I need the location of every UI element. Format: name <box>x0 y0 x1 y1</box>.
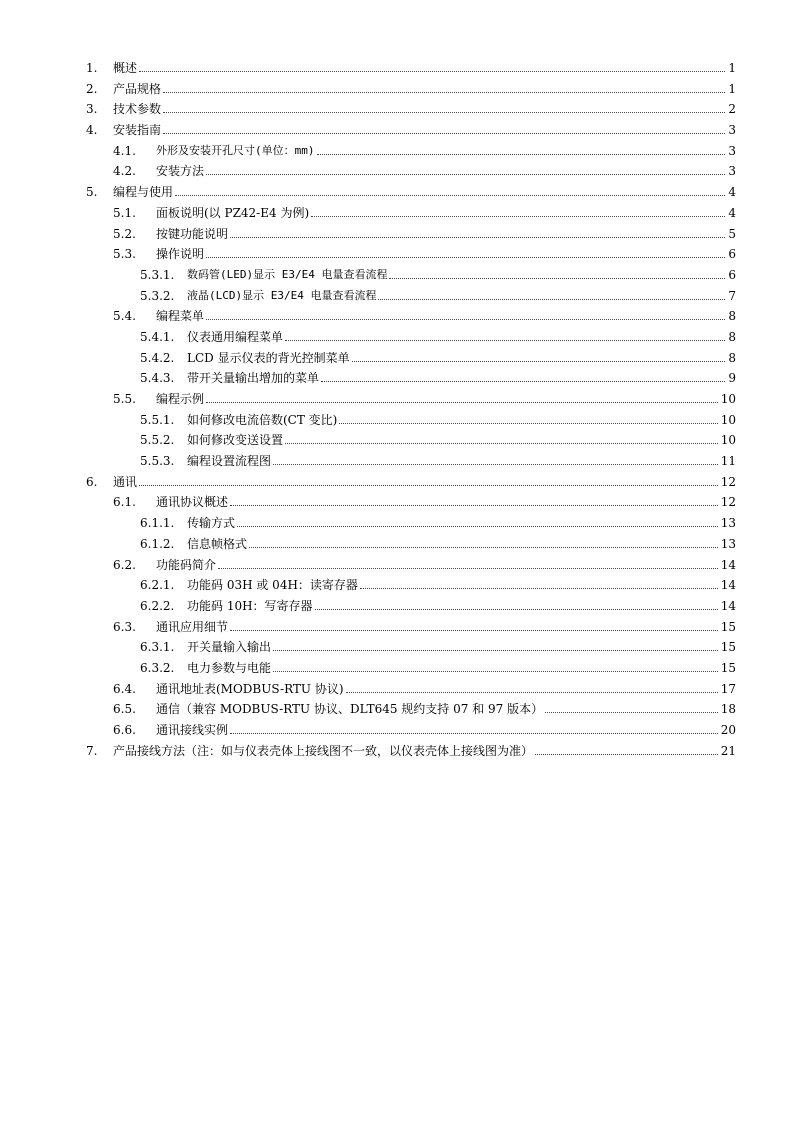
toc-entry[interactable] <box>0 368 793 389</box>
toc-entry-number: 5.5.1. <box>140 412 175 427</box>
toc-entry-number: 5.3.2. <box>140 288 175 303</box>
toc-entry-page: 2 <box>726 99 736 120</box>
toc-entry-title: 安装指南 <box>113 123 162 138</box>
toc-entry-page: 8 <box>726 348 736 369</box>
toc-entry-page: 3 <box>726 161 736 182</box>
toc-entry-number: 3. <box>86 102 98 117</box>
toc-entry[interactable] <box>0 637 793 658</box>
toc-entry-title: 功能码 10H：写寄存器 <box>187 598 313 613</box>
toc-entry[interactable] <box>0 658 793 679</box>
toc-entry-title: 液晶(LCD)显示 E3/E4 电量查看流程 <box>187 288 377 302</box>
toc-entry[interactable] <box>0 555 793 576</box>
toc-entry-number: 6.4. <box>113 681 136 696</box>
toc-entry-number: 4. <box>86 123 98 138</box>
toc-dot-leader <box>378 299 725 300</box>
toc-entry-number: 6.2. <box>113 557 136 572</box>
toc-entry[interactable] <box>0 203 793 224</box>
toc-entry-title: 电力参数与电能 <box>187 660 272 675</box>
toc-dot-leader <box>285 443 718 444</box>
toc-dot-leader <box>206 174 725 175</box>
toc-entry-title: 信息帧格式 <box>187 536 248 551</box>
toc-entry-number: 6.2.2. <box>140 598 175 613</box>
toc-entry-page: 8 <box>726 327 736 348</box>
toc-entry-title: 产品规格 <box>113 81 162 96</box>
toc-entry-number: 6. <box>86 474 98 489</box>
toc-entry-number: 1. <box>86 61 98 75</box>
toc-entry-title: 功能码简介 <box>156 557 217 572</box>
toc-entry[interactable] <box>0 306 793 327</box>
toc-entry-title: 编程设置流程图 <box>187 454 272 469</box>
toc-entry-number: 6.1. <box>113 495 136 510</box>
toc-entry[interactable] <box>0 161 793 182</box>
toc-entry[interactable] <box>0 99 793 120</box>
toc-dot-leader <box>317 154 726 155</box>
toc-dot-leader <box>346 692 718 693</box>
toc-entry-page: 18 <box>719 699 736 720</box>
toc-entry-number: 5.4.1. <box>140 329 175 344</box>
toc-dot-leader <box>273 650 718 651</box>
toc-dot-leader <box>139 485 718 486</box>
toc-entry-page: 14 <box>719 575 736 596</box>
toc-entry-title: 按键功能说明 <box>156 226 229 241</box>
toc-entry-title: 功能码 03H 或 04H：读寄存器 <box>187 578 358 593</box>
toc-dot-leader <box>249 547 718 548</box>
toc-dot-leader <box>389 278 725 279</box>
toc-entry[interactable] <box>0 720 793 741</box>
table-of-contents <box>0 58 793 761</box>
toc-entry-page: 15 <box>719 658 736 679</box>
toc-entry-number: 6.1.1. <box>140 516 175 531</box>
toc-dot-leader <box>218 568 718 569</box>
toc-dot-leader <box>360 588 718 589</box>
toc-entry-title: 传输方式 <box>187 516 236 531</box>
toc-entry[interactable] <box>0 182 793 203</box>
toc-entry-page: 15 <box>719 617 736 638</box>
toc-entry-page: 14 <box>719 555 736 576</box>
toc-entry-title: 安装方法 <box>156 164 205 179</box>
toc-entry-page: 12 <box>719 492 736 513</box>
toc-entry-page: 17 <box>719 679 736 700</box>
toc-dot-leader <box>315 609 718 610</box>
toc-entry-title: 编程示例 <box>156 392 205 406</box>
toc-entry-page: 21 <box>719 741 736 762</box>
toc-entry-page: 5 <box>726 224 736 245</box>
toc-entry-page: 10 <box>719 430 736 451</box>
toc-entry[interactable] <box>0 617 793 638</box>
toc-entry-page: 13 <box>719 513 736 534</box>
toc-dot-leader <box>163 92 725 93</box>
toc-dot-leader <box>230 733 718 734</box>
toc-dot-leader <box>311 216 725 217</box>
toc-entry-title: 操作说明 <box>156 247 205 262</box>
toc-entry[interactable] <box>0 699 793 720</box>
toc-entry-page: 8 <box>726 306 736 327</box>
toc-entry-title: 技术参数 <box>113 102 162 117</box>
toc-entry[interactable] <box>0 389 793 410</box>
toc-entry-page: 10 <box>719 389 736 410</box>
toc-entry-title: LCD 显示仪表的背光控制菜单 <box>187 350 350 365</box>
toc-entry-page: 3 <box>726 120 736 141</box>
toc-entry-page: 11 <box>719 451 736 472</box>
toc-entry-title: 通讯应用细节 <box>156 619 229 634</box>
toc-entry-number: 5.3. <box>113 247 136 262</box>
toc-dot-leader <box>535 754 718 755</box>
toc-dot-leader <box>230 505 718 506</box>
toc-entry-page: 14 <box>719 596 736 617</box>
toc-entry[interactable] <box>0 265 793 286</box>
toc-entry-page: 1 <box>726 58 736 79</box>
toc-entry-number: 4.1. <box>113 143 136 158</box>
toc-entry-number: 7. <box>86 743 98 758</box>
toc-entry-title: 仪表通用编程菜单 <box>187 329 284 344</box>
toc-entry-number: 6.3. <box>113 619 136 634</box>
toc-dot-leader <box>230 630 718 631</box>
toc-dot-leader <box>321 381 725 382</box>
toc-dot-leader <box>206 402 718 403</box>
toc-entry-title: 外形及安装开孔尺寸(单位：mm) <box>156 143 315 157</box>
toc-entry-number: 6.6. <box>113 723 136 737</box>
toc-dot-leader <box>285 340 725 341</box>
toc-entry-title: 通讯地址表(MODBUS-RTU 协议) <box>156 681 344 696</box>
toc-entry[interactable] <box>0 679 793 700</box>
toc-entry[interactable] <box>0 120 793 141</box>
toc-dot-leader <box>230 237 725 238</box>
toc-entry-number: 2. <box>86 81 98 96</box>
toc-entry[interactable] <box>0 327 793 348</box>
toc-entry-number: 6.3.2. <box>140 660 175 675</box>
toc-entry[interactable] <box>0 58 793 79</box>
toc-entry-title: 编程菜单 <box>156 309 205 324</box>
toc-dot-leader <box>273 464 718 465</box>
toc-entry-number: 5.3.1. <box>140 267 175 282</box>
toc-dot-leader <box>163 112 725 113</box>
toc-entry-title: 数码管(LED)显示 E3/E4 电量查看流程 <box>187 267 388 281</box>
toc-entry[interactable] <box>0 513 793 534</box>
toc-dot-leader <box>163 133 725 134</box>
toc-entry-title: 面板说明(以 PZ42-E4 为例) <box>156 205 310 220</box>
toc-entry-number: 4.2. <box>113 164 136 179</box>
toc-entry[interactable] <box>0 286 793 307</box>
toc-entry-page: 15 <box>719 637 736 658</box>
toc-dot-leader <box>339 423 717 424</box>
toc-entry[interactable] <box>0 224 793 245</box>
toc-dot-leader <box>206 257 725 258</box>
toc-entry-number: 5. <box>86 185 98 200</box>
toc-entry-number: 5.5.2. <box>140 433 175 448</box>
toc-entry-page: 12 <box>719 472 736 493</box>
toc-entry-title: 编程与使用 <box>113 185 174 200</box>
toc-entry-number: 5.5. <box>113 392 136 406</box>
toc-entry-title: 带开关量输出增加的菜单 <box>187 371 320 386</box>
toc-entry-number: 5.1. <box>113 205 136 220</box>
toc-entry-title: 如何修改电流倍数(CT 变比) <box>187 412 338 427</box>
toc-entry-title: 如何修改变送设置 <box>187 433 284 448</box>
toc-entry[interactable] <box>0 596 793 617</box>
toc-entry-number: 5.4.2. <box>140 350 175 365</box>
toc-entry-page: 13 <box>719 534 736 555</box>
toc-entry-title: 通讯 <box>113 474 138 489</box>
toc-entry-number: 6.5. <box>113 702 136 717</box>
toc-entry-number: 5.2. <box>113 226 136 241</box>
toc-entry-page: 6 <box>726 265 736 286</box>
toc-entry-number: 5.4. <box>113 309 136 324</box>
toc-entry[interactable] <box>0 741 793 762</box>
toc-dot-leader <box>139 71 725 72</box>
toc-entry-title: 开关量输入输出 <box>187 640 272 655</box>
toc-entry-page: 4 <box>726 203 736 224</box>
toc-entry-title: 通信（兼容 MODBUS-RTU 协议、DLT645 规约支持 07 和 97 版本） <box>156 702 544 717</box>
toc-entry[interactable] <box>0 430 793 451</box>
toc-dot-leader <box>352 361 726 362</box>
toc-entry[interactable] <box>0 348 793 369</box>
toc-entry[interactable] <box>0 451 793 472</box>
toc-entry-page: 7 <box>726 286 736 307</box>
toc-entry-number: 5.5.3. <box>140 454 175 469</box>
toc-entry[interactable] <box>0 141 793 162</box>
toc-entry-page: 1 <box>726 79 736 100</box>
toc-entry[interactable] <box>0 534 793 555</box>
toc-entry-page: 10 <box>719 410 736 431</box>
toc-entry-page: 6 <box>726 244 736 265</box>
toc-entry-number: 5.4.3. <box>140 371 175 386</box>
toc-entry[interactable] <box>0 410 793 431</box>
toc-entry[interactable] <box>0 575 793 596</box>
toc-entry[interactable] <box>0 79 793 100</box>
toc-dot-leader <box>237 526 718 527</box>
toc-entry-number: 6.2.1. <box>140 578 175 593</box>
toc-dot-leader <box>273 671 718 672</box>
toc-dot-leader <box>206 319 725 320</box>
toc-entry-title: 通讯协议概述 <box>156 495 229 510</box>
toc-entry[interactable] <box>0 244 793 265</box>
toc-dot-leader <box>175 195 725 196</box>
toc-entry-title: 产品接线方法（注：如与仪表壳体上接线图不一致，以仪表壳体上接线图为准） <box>113 743 534 758</box>
toc-entry-title: 通讯接线实例 <box>156 723 229 737</box>
toc-entry-page: 3 <box>726 141 736 162</box>
toc-entry-page: 4 <box>726 182 736 203</box>
toc-dot-leader <box>545 712 718 713</box>
toc-entry-page: 20 <box>719 720 736 741</box>
toc-entry[interactable] <box>0 492 793 513</box>
toc-entry[interactable] <box>0 472 793 493</box>
toc-entry-number: 6.3.1. <box>140 640 175 655</box>
toc-entry-number: 6.1.2. <box>140 536 175 551</box>
toc-entry-title: 概述 <box>113 61 138 75</box>
toc-entry-page: 9 <box>726 368 736 389</box>
